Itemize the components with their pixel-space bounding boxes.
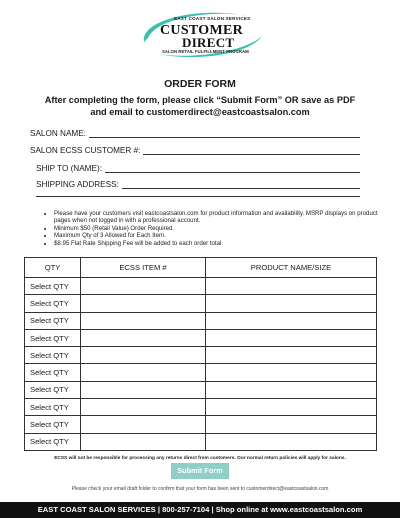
qty-select[interactable]: Select QTY (25, 278, 81, 295)
shipping-address-line2[interactable] (36, 196, 360, 197)
salon-name-field[interactable] (30, 129, 360, 138)
page-title: ORDER FORM (164, 78, 236, 90)
product-name-input[interactable] (206, 364, 377, 381)
table-row (25, 312, 377, 329)
table-row (25, 381, 377, 398)
item-number-input[interactable] (81, 295, 206, 312)
order-table (24, 257, 377, 451)
table-row (25, 295, 377, 312)
shipping-address-input[interactable] (122, 180, 360, 189)
item-number-input[interactable] (81, 399, 206, 416)
table-row (25, 329, 377, 346)
qty-select[interactable]: Select QTY (25, 381, 81, 398)
product-name-input[interactable] (206, 433, 377, 450)
item-number-input[interactable] (81, 364, 206, 381)
item-number-input[interactable] (81, 416, 206, 433)
product-name-input[interactable] (206, 399, 377, 416)
qty-select[interactable]: Select QTY (25, 399, 81, 416)
qty-select[interactable]: Select QTY (25, 433, 81, 450)
logo-top-text: EAST COAST SALON SERVICES (174, 16, 251, 21)
product-name-input[interactable] (206, 312, 377, 329)
customer-number-field[interactable] (30, 146, 360, 155)
ship-to-label: SHIP TO (NAME): (36, 164, 102, 173)
item-number-input[interactable] (81, 433, 206, 450)
product-name-input[interactable] (206, 416, 377, 433)
customer-number-input[interactable] (143, 146, 360, 155)
product-name-input[interactable] (206, 295, 377, 312)
table-row (25, 364, 377, 381)
qty-select[interactable]: Select QTY (25, 295, 81, 312)
submit-form-button[interactable]: Submit Form (171, 463, 229, 479)
instructions: After completing the form, please click “Submit Form” OR save as PDF and email to customerdirect@eastcoastsalon.com (44, 95, 356, 117)
rule-item: • $8.95 Flat Rate Shipping Fee will be added to each order total. (54, 240, 384, 247)
shipping-address-label: SHIPPING ADDRESS: (36, 180, 119, 189)
item-number-input[interactable] (81, 312, 206, 329)
footer-bar: EAST COAST SALON SERVICES | 800-257-7104 | Shop online at www.eastcoastsalon.com (0, 502, 400, 518)
item-number-input[interactable] (81, 329, 206, 346)
shipping-address-field[interactable] (36, 180, 360, 189)
qty-select[interactable]: Select QTY (25, 329, 81, 346)
table-header-row (25, 258, 377, 278)
item-header: ECSS ITEM # (81, 258, 206, 278)
order-rules (42, 210, 384, 247)
logo-brand-line2: DIRECT (182, 35, 235, 50)
table-row (25, 433, 377, 450)
customer-number-label: SALON ECSS CUSTOMER #: (30, 146, 141, 155)
table-row (25, 416, 377, 433)
returns-disclaimer: ECSS will not be responsible for processing any returns direct from customers. Our normal return policies will apply for salons. (54, 456, 346, 461)
qty-select[interactable]: Select QTY (25, 416, 81, 433)
email-notice: Please check your email draft folder to confirm that your form has been sent to customerdirect@eastcoastsalon.com (71, 486, 329, 492)
table-row (25, 347, 377, 364)
ship-to-input[interactable] (105, 164, 360, 173)
qty-header: QTY (25, 258, 81, 278)
product-name-input[interactable] (206, 329, 377, 346)
rule-item: • Maximum Qty of 3 Allowed for Each Item. (54, 232, 384, 239)
ship-to-field[interactable] (36, 164, 360, 173)
item-number-input[interactable] (81, 347, 206, 364)
logo (138, 10, 270, 58)
logo-tagline: SALON RETAIL FULFILLMENT PROGRAM (162, 49, 249, 54)
product-name-input[interactable] (206, 381, 377, 398)
qty-select[interactable]: Select QTY (25, 312, 81, 329)
product-name-input[interactable] (206, 347, 377, 364)
salon-name-label: SALON NAME: (30, 129, 86, 138)
rule-item: • Please have your customers visit eastcoastsalon.com for product information and availability. MSRP displays on product pages when not logged in with a professional account. (54, 210, 384, 225)
item-number-input[interactable] (81, 381, 206, 398)
qty-select[interactable]: Select QTY (25, 364, 81, 381)
qty-select[interactable]: Select QTY (25, 347, 81, 364)
salon-name-input[interactable] (89, 129, 360, 138)
table-row (25, 399, 377, 416)
table-row (25, 278, 377, 295)
item-number-input[interactable] (81, 278, 206, 295)
product-name-input[interactable] (206, 278, 377, 295)
rule-item: • Minimum $50 (Retail Value) Order Required. (54, 225, 384, 232)
logo-brand-line1: CUSTOMER (160, 23, 244, 38)
product-header: PRODUCT NAME/SIZE (206, 258, 377, 278)
